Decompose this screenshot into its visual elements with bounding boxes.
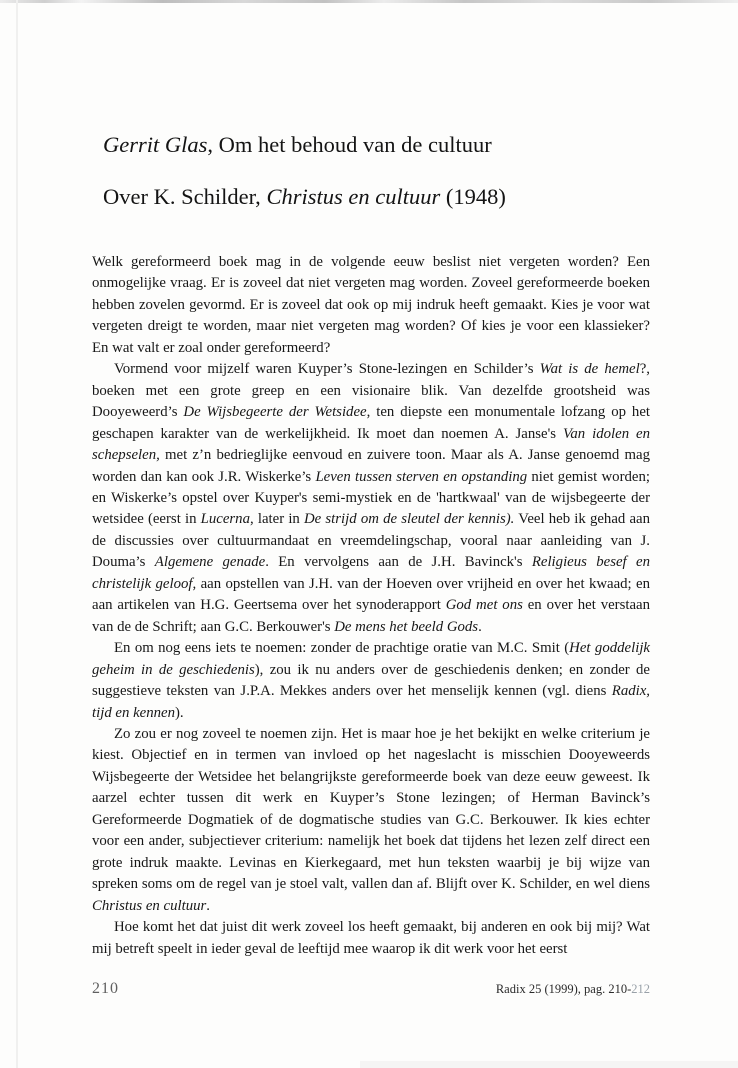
- article-header: [0, 0, 738, 210]
- scan-artifact-bottom-edge: [360, 1061, 738, 1068]
- paragraph: Zo zou er nog zoveel te noemen zijn. Het is maar hoe je het bekijkt en welke criterium je kiest. Objectief en in termen van invloed op het nageslacht is misschien Dooyeweerds Wijsbegeerte der Wetsidee het belangrijkste gereformeerde boek van deze eeuw geweest. Ik aarzel echter tussen dit werk en Kuyper’s Stone lezingen; of Herman Bavinck’s Gereformeerde Dogmatiek of de dogmatische studies van G.C. Berkouwer. Ik kies echter voor een ander, subjectiever criterium: namelijk het boek dat tijdens het lezen zelf direct een grote indruk maakte. Levinas en Kierkegaard, met hun teksten waarbij je bij wijze van spreken soms om de regel van je stoel valt, vallen dan af. Blijft over K. Schilder, en wel diens Christus en cultuur.: [92, 725, 650, 914]
- journal-citation-faded-page: 212: [631, 981, 650, 996]
- journal-citation-main: Radix 25 (1999), pag. 210-: [495, 981, 632, 996]
- journal-citation: [496, 982, 650, 997]
- paragraph: Welk gereformeerd boek mag in de volgende eeuw beslist niet vergeten worden? Een onmogelijke vraag. Er is zoveel dat niet vergeten mag worden. Zoveel gereformeerde boeken hebben zovelen gevormd. Er is zoveel dat ook op mij indruk heeft gemaakt. Kies je voor wat vergeten dreigt te worden, maar niet vergeten mag worden? Of kies je voor een klassieker? En wat valt er zoal onder gereformeerd?: [92, 254, 650, 356]
- article-title-line-2: Over K. Schilder, Christus en cultuur (1948): [103, 184, 506, 209]
- article-body: [92, 252, 650, 960]
- page-number: 210: [92, 979, 119, 997]
- paragraph: Vormend voor mijzelf waren Kuyper’s Stone-lezingen en Schilder’s Wat is de hemel?, boeken met een grote greep en een visionaire blik. Van dezelfde grootsheid was Dooyeweerd’s De Wijsbegeerte der Wetsidee, ten diepste een monumentale lofzang op het geschapen karakter van de werkelijkheid. Ik moet dan noemen A. Janse's Van idolen en schepselen, met z’n bedrieglijke eenvoud en zuivere toon. Maar als A. Janse genoemd mag worden dan kan ook J.R. Wiskerke’s Leven tussen sterven en opstanding niet gemist worden; en Wiskerke’s opstel over Kuyper's semi-mystiek en de 'hartkwaal' van de wijsbegeerte der wetsidee (eerst in Lucerna, later in De strijd om de sleutel der kennis). Veel heb ik gehad aan de discussies over cultuurmandaat en vreemdelingschap, vooral naar aanleiding van J. Douma’s Algemene genade. En vervolgens aan de J.H. Bavinck's Religieus besef en christelijk geloof, aan opstellen van J.H. van der Hoeven over vrijheid en over het kwaad; en aan artikelen van H.G. Geertsema over het synoderapport God met ons en over het verstaan van de de Schrift; aan G.C. Berkouwer's De mens het beeld Gods.: [92, 361, 651, 635]
- scan-artifact-top-edge: [0, 0, 738, 3]
- paragraph: Hoe komt het dat juist dit werk zoveel los heeft gemaakt, bij anderen en ook bij mij? Wat mij betreft speelt in ieder geval de leeftijd mee waarop ik dit werk voor het eerst: [92, 919, 650, 957]
- paragraph: En om nog eens iets te noemen: zonder de prachtige oratie van M.C. Smit (Het goddelijk geheim in de geschiedenis), zou ik nu anders over de geschiedenis denken; en zonder de suggestieve teksten van J.P.A. Mekkes anders over het menselijk kennen (vgl. diens Radix, tijd en kennen).: [92, 640, 650, 721]
- scan-artifact-left-edge: [16, 0, 18, 1068]
- page-footer: [92, 980, 650, 998]
- article-title-line-1: Gerrit Glas, Om het behoud van de cultuur: [103, 132, 492, 157]
